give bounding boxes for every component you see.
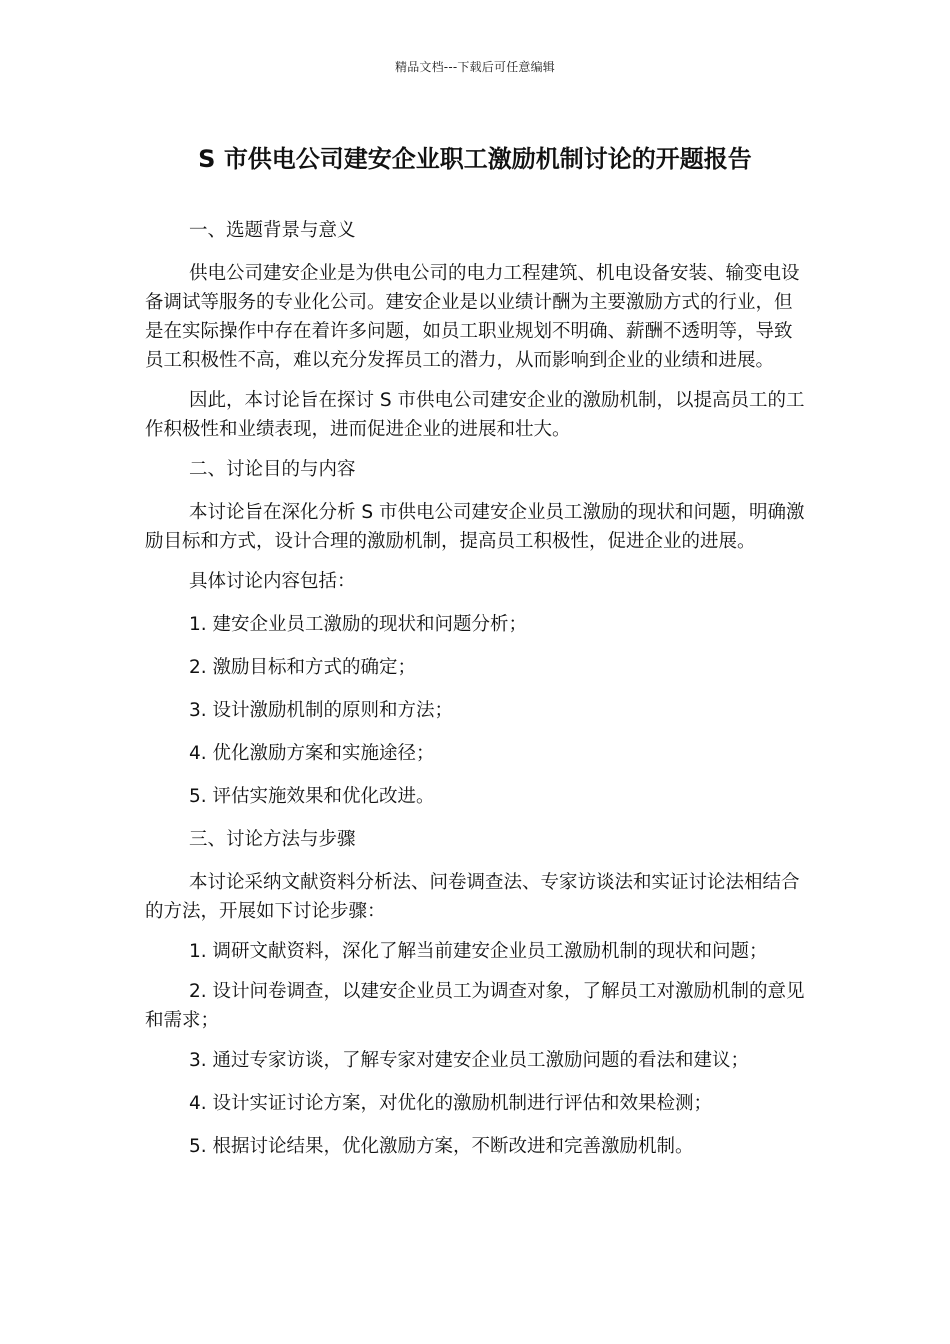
section-2-list-item: 5. 评估实施效果和优化改进。 bbox=[189, 786, 435, 807]
section-2-list-item: 4. 优化激励方案和实施途径； bbox=[189, 743, 435, 764]
section-3-step: 3. 通过专家访谈，了解专家对建安企业员工激励问题的看法和建议； bbox=[189, 1050, 750, 1071]
header-note: 精品文档---下载后可任意编辑 bbox=[395, 60, 555, 74]
section-3-heading: 三、讨论方法与步骤 bbox=[189, 829, 356, 850]
section-3-paragraph-1: 本讨论采纳文献资料分析法、问卷调查法、专家访谈法和实证讨论法相结合的方法，开展如下讨论步骤： bbox=[145, 872, 800, 922]
section-2-heading: 二、讨论目的与内容 bbox=[189, 459, 356, 480]
section-3-step: 2. 设计问卷调查，以建安企业员工为调查对象，了解员工对激励机制的意见和需求； bbox=[145, 981, 805, 1031]
section-1-paragraph-1: 供电公司建安企业是为供电公司的电力工程建筑、机电设备安装、输变电设备调试等服务的专业化公司。建安企业是以业绩计酬为主要激励方式的行业，但是在实际操作中存在着许多问题，如员工职业规划不明确、薪酬不透明等，导致员工积极性不高，难以充分发挥员工的潜力，从而影响到企业的业绩和进展。 bbox=[145, 263, 800, 371]
section-3-step: 5. 根据讨论结果，优化激励方案，不断改进和完善激励机制。 bbox=[189, 1136, 694, 1157]
section-2-list-item: 3. 设计激励机制的原则和方法； bbox=[189, 700, 454, 721]
section-3-step: 4. 设计实证讨论方案，对优化的激励机制进行评估和效果检测； bbox=[189, 1093, 713, 1114]
document-title: S 市供电公司建安企业职工激励机制讨论的开题报告 bbox=[198, 145, 752, 173]
section-2-paragraph-1: 本讨论旨在深化分析 S 市供电公司建安企业员工激励的现状和问题，明确激励目标和方式，设计合理的激励机制，提高员工积极性，促进企业的进展。 bbox=[145, 502, 805, 552]
section-1-heading: 一、选题背景与意义 bbox=[189, 220, 356, 241]
section-2-intro: 具体讨论内容包括： bbox=[189, 571, 356, 592]
section-2-list-item: 2. 激励目标和方式的确定； bbox=[189, 657, 417, 678]
section-1-paragraph-2: 因此，本讨论旨在探讨 S 市供电公司建安企业的激励机制，以提高员工的工作积极性和业绩表现，进而促进企业的进展和壮大。 bbox=[145, 390, 805, 440]
document-body bbox=[145, 216, 807, 1175]
section-3-step: 1. 调研文献资料，深化了解当前建安企业员工激励机制的现状和问题； bbox=[189, 941, 768, 962]
section-2-list-item: 1. 建安企业员工激励的现状和问题分析； bbox=[189, 614, 528, 635]
